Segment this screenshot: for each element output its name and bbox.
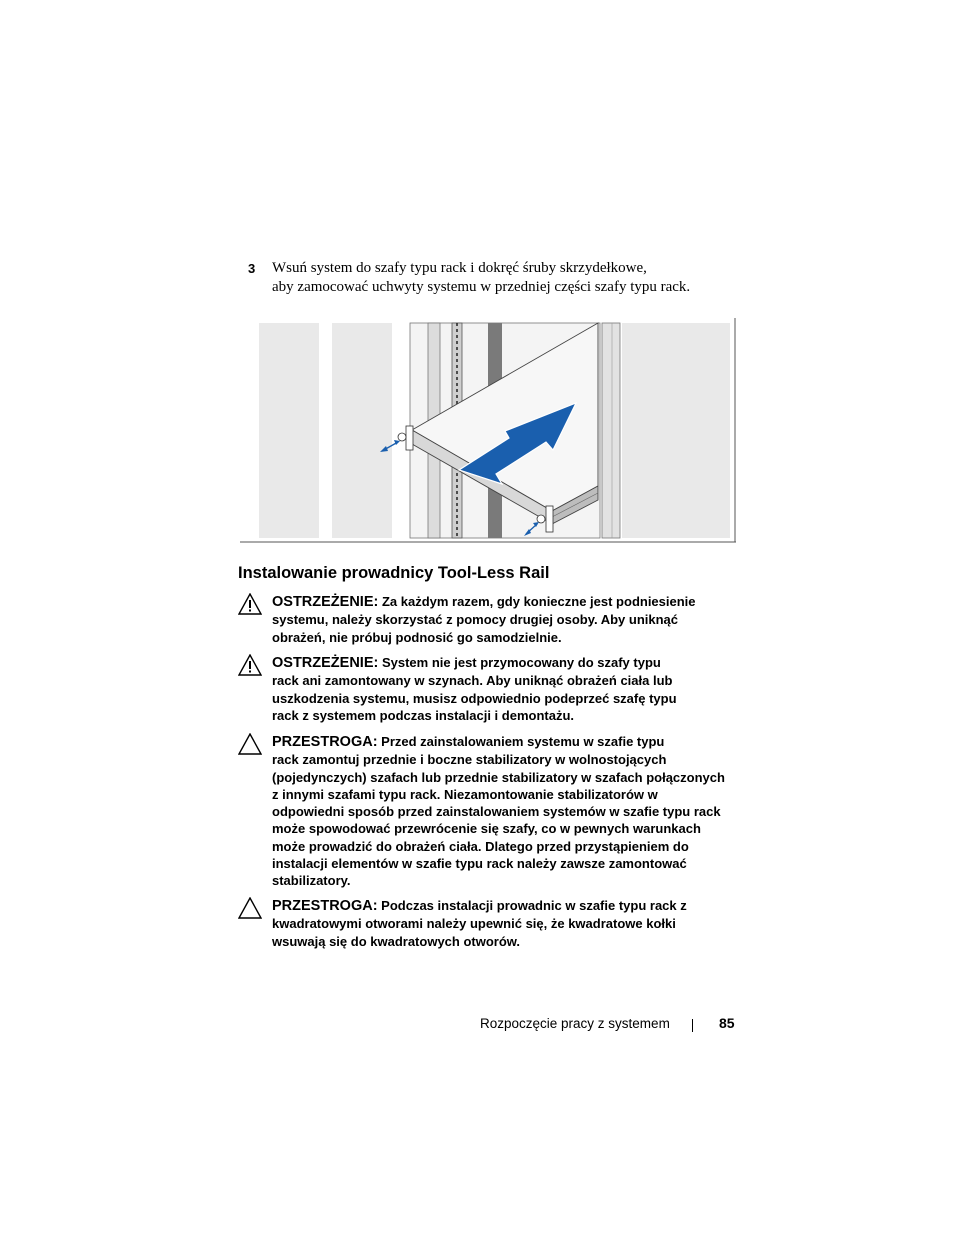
notice-line: wsuwają się do kwadratowych otworów. xyxy=(272,933,521,949)
footer-divider xyxy=(692,1019,693,1032)
notice-line: (pojedynczych) szafach lub przednie stabilizatory w szafach połączonych xyxy=(272,769,725,785)
notice-line: System nie jest przymocowany do szafy typu xyxy=(381,655,661,670)
section-heading: Instalowanie prowadnicy Tool-Less Rail xyxy=(238,564,550,582)
notice-body xyxy=(272,733,742,890)
notice-label: PRZESTROGA: xyxy=(272,734,378,750)
notice-body xyxy=(272,593,742,646)
rack-panel xyxy=(622,323,730,538)
notice-line: Podczas instalacji prowadnic w szafie typu rack z xyxy=(381,898,687,913)
rack-illustration xyxy=(240,318,736,544)
notice-line: systemu, należy skorzystać z pomocy drugiej osoby. Aby uniknąć xyxy=(272,612,679,628)
notice-line: uszkodzenia systemu, musisz odpowiednio podeprzeć szafę typu xyxy=(272,690,677,706)
notice-line: rack z systemem podczas instalacji i demontażu. xyxy=(272,707,575,723)
notice-label: OSTRZEŻENIE: xyxy=(272,655,379,671)
notice-line: obrażeń, nie próbuj podnosić go samodzielnie. xyxy=(272,629,562,645)
step-text-line: aby zamocować uchwyty systemu w przedniej części szafy typu rack. xyxy=(272,279,691,295)
notice-line: z innymi szafami typu rack. Niezamontowanie stabilizatorów w xyxy=(272,786,658,802)
notice-line: rack ani zamontowany w szynach. Aby uniknąć obrażeń ciała lub xyxy=(272,673,673,689)
notice-line: odpowiedni sposób przed zainstalowaniem systemów w szafie typu rack xyxy=(272,804,721,820)
warning-triangle-icon xyxy=(238,654,262,676)
notice-line: Przed zainstalowaniem systemu w szafie typu xyxy=(381,734,665,749)
notice-line: Za każdym razem, gdy konieczne jest podniesienie xyxy=(381,594,696,609)
notice-line: może spowodować przewrócenie się szafy, co w pewnych warunkach xyxy=(272,821,701,837)
caution-triangle-icon xyxy=(238,897,262,919)
notice-label: OSTRZEŻENIE: xyxy=(272,594,379,610)
notice-label: PRZESTROGA: xyxy=(272,898,378,914)
page-number: 85 xyxy=(719,1015,735,1031)
rack-panel xyxy=(259,323,319,538)
warning-triangle-icon xyxy=(238,593,262,615)
step-text xyxy=(272,259,732,297)
footer-section-title: Rozpoczęcie pracy z systemem xyxy=(480,1016,670,1031)
notice-line: rack zamontuj przednie i boczne stabilizatory w wolnostojących xyxy=(272,752,667,768)
notice-body xyxy=(272,897,742,950)
rack-panel xyxy=(332,323,392,538)
notice-body xyxy=(272,654,742,724)
rack-installation-figure xyxy=(240,318,736,544)
notice-line: kwadratowymi otworami należy upewnić się, że kwadratowe kołki xyxy=(272,916,676,932)
step-number: 3 xyxy=(248,261,256,276)
notice-line: instalacji elementów w szafie typu rack należy zawsze zamontować xyxy=(272,856,687,872)
notice-line: stabilizatory. xyxy=(272,873,351,889)
notice-line: może prowadzić do obrażeń ciała. Dlatego przed przystąpieniem do xyxy=(272,838,689,854)
caution-triangle-icon xyxy=(238,733,262,755)
step-text-line: Wsuń system do szafy typu rack i dokręć śruby skrzydełkowe, xyxy=(272,260,647,276)
